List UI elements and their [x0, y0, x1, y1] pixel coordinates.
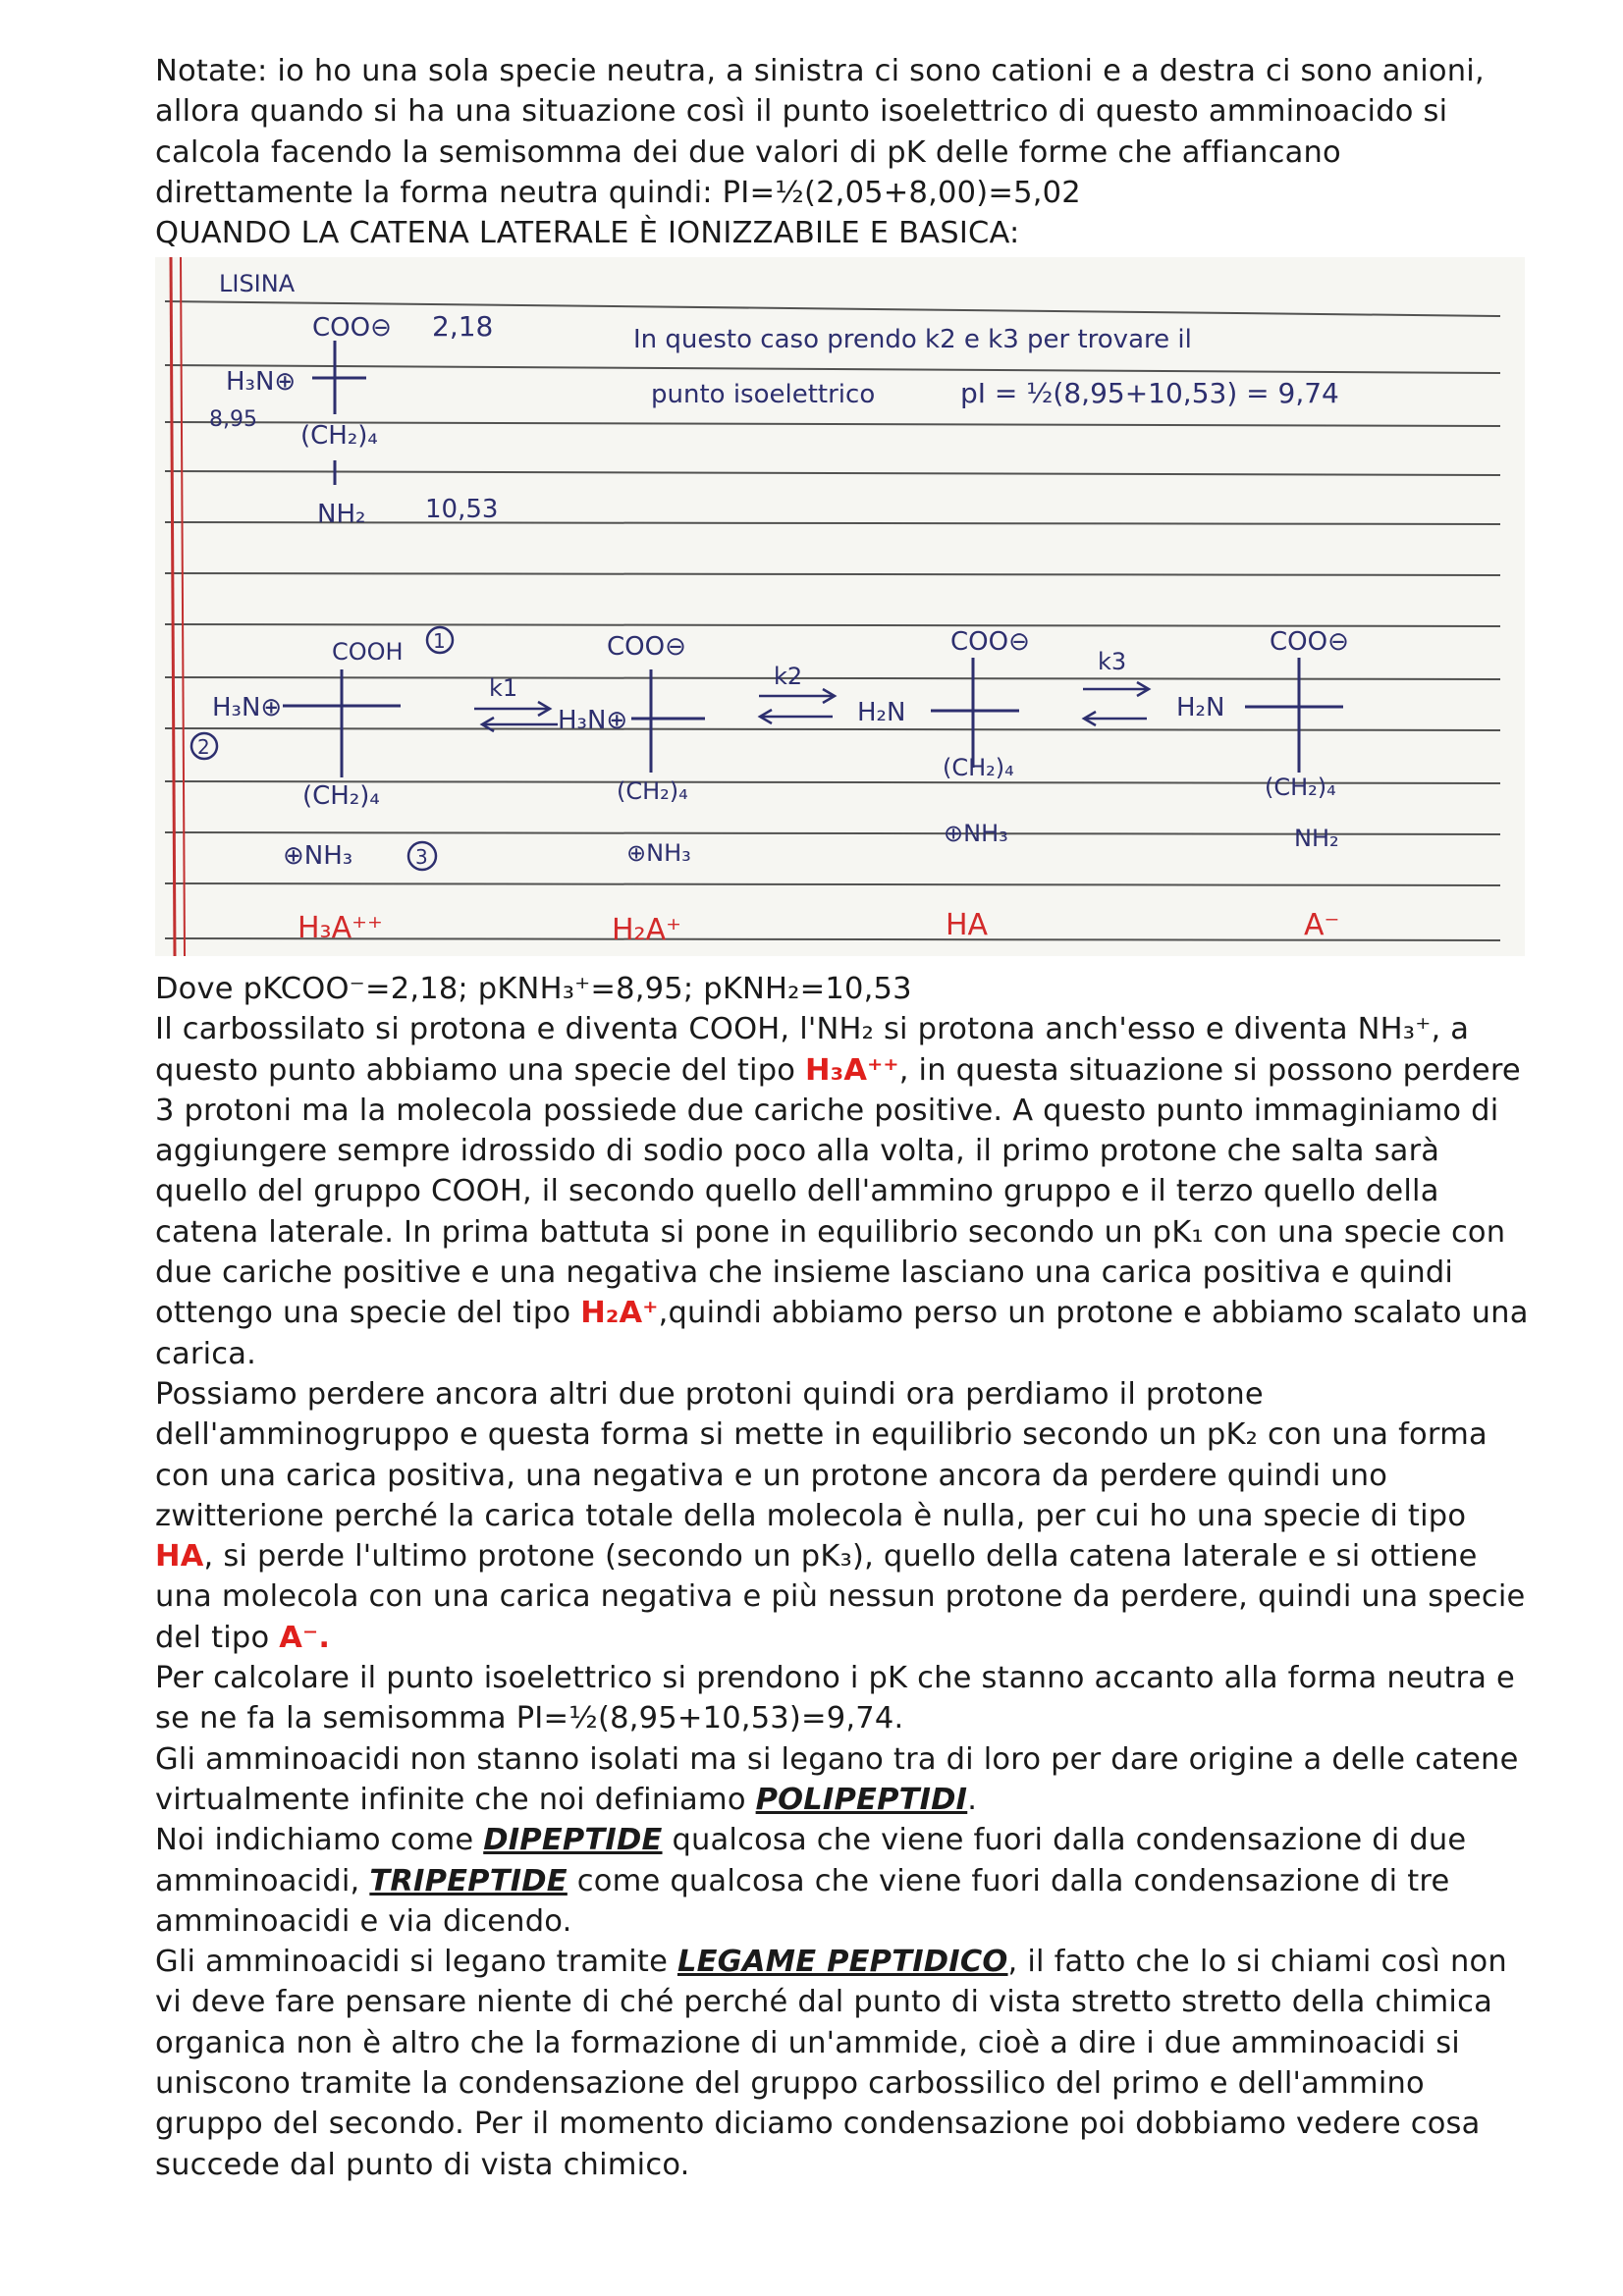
- ch2-chain: (CH₂)₄: [300, 421, 378, 451]
- h3n-group: H₃N⊕: [212, 693, 283, 722]
- coo-group: COO⊖: [1270, 627, 1349, 657]
- text-span: , in questa situazione si possono perdere 3 protoni ma la molecola possiede due cariche positive. A questo punto immaginiamo di aggiungere sempre idrossido di sodio poco alla volta, il primo protone che salta sarà quello del gruppo COOH, il secondo quello dell'ammino gruppo e il terzo quello della catena laterale. In prima battuta si pone in equilibrio secondo un pK₁ con una specie con due cariche positive e una negativa che insieme lasciano una carica positiva e quindi ottengo una specie del tipo: [155, 1052, 1521, 1331]
- nh3-group: ⊕NH₃: [944, 820, 1008, 847]
- coo-group: COO⊖: [950, 627, 1030, 657]
- intro-paragraph: Notate: io ho una sola specie neutra, a sinistra ci sono cationi e a destra ci sono anioni, allora quando si ha una situazione così il punto isoelettrico di questo amminoacido si calcola facendo la semisomma dei due valori di pK delle forme che affiancano direttamente la forma neutra quindi: PI=½(2,05+8,00)=5,02: [155, 54, 1485, 210]
- text-span: qualcosa che viene fuori dalla condensazione di due amminoacidi,: [155, 1823, 1467, 1898]
- nh2-group: NH₂: [1294, 825, 1339, 852]
- handwritten-lysine-figure: [155, 257, 1525, 956]
- body-paragraph: Per calcolare il punto isoelettrico si prendono i pK che stanno accanto alla forma neutra e se ne fa la semisomma PI=½(8,95+10,53)=9,74.: [155, 1661, 1516, 1736]
- term-legame-peptidico: LEGAME PEPTIDICO: [676, 1945, 1008, 1980]
- species-h3a: H₃A⁺⁺: [298, 911, 383, 945]
- intro-text: [155, 51, 1530, 253]
- circle-3-label: 3: [415, 845, 428, 869]
- species-a-highlight: A⁻.: [279, 1620, 331, 1655]
- species-ha-highlight: HA: [155, 1539, 204, 1575]
- body-paragraph: [155, 1820, 1530, 1942]
- nh3-group: ⊕NH₃: [283, 841, 353, 871]
- pk-coo-label: 2,18: [432, 310, 494, 343]
- circle-1-label: 1: [433, 629, 446, 653]
- ch2-chain: (CH₂)₄: [302, 781, 380, 811]
- note-line-2: punto isoelettrico: [651, 380, 876, 409]
- term-polipeptidi: POLIPEPTIDI: [755, 1782, 968, 1817]
- ch2-chain: (CH₂)₄: [1265, 774, 1336, 801]
- text-span: Noi indichiamo come: [155, 1823, 484, 1858]
- h3n-group: H₃N⊕: [226, 367, 297, 397]
- species-a: A⁻: [1304, 908, 1340, 942]
- text-span: , il fatto che lo si chiami così non vi deve fare pensare niente di ché perché dal punto di vista stretto stretto della chimica organica non è altro che la formazione di un'ammide, cioè a dire i due amminoacidi si uniscono tramite la condensazione del gruppo carbossilico del primo e dell'ammino gruppo del secondo. Per il momento diciamo condensazione poi dobbiamo vedere cosa succede dal punto di vista chimico.: [155, 1945, 1507, 2182]
- circle-2-label: 2: [197, 735, 210, 759]
- text-span: come qualcosa che viene fuori dalla condensazione di tre amminoacidi e via dicendo.: [155, 1863, 1450, 1939]
- h2n-group: H₂N: [857, 698, 906, 727]
- cooh-group: COOH: [332, 638, 404, 666]
- pk-values-line: Dove pKCOO⁻=2,18; pKNH₃⁺=8,95; pKNH₂=10,53: [155, 972, 912, 1006]
- ch2-chain: (CH₂)₄: [617, 777, 688, 805]
- body-paragraph: [155, 1374, 1530, 1658]
- term-tripeptide: TRIPEPTIDE: [369, 1863, 568, 1898]
- coo-group: COO⊖: [607, 632, 686, 662]
- note-formula: pI = ½(8,95+10,53) = 9,74: [960, 377, 1339, 409]
- text-span: Il carbossilato si protona e diventa COOH, l'NH₂ si protona anch'esso e diventa NH₃⁺, a questo punto abbiamo una specie del tipo: [155, 1012, 1470, 1088]
- nh3-group: ⊕NH₃: [626, 839, 691, 867]
- body-paragraph: [155, 1009, 1530, 1374]
- species-h3a-highlight: H₃A⁺⁺: [805, 1052, 899, 1088]
- text-span: .: [967, 1782, 978, 1817]
- text-span: Possiamo perdere ancora altri due protoni quindi ora perdiamo il protone dell'amminogruppo e questa forma si mette in equilibrio secondo un pK₂ con una forma con una carica positiva, una negativa e un protone ancora da perdere quindi uno zwitterione perché la carica totale della molecola è nulla, per cui ho una specie di tipo: [155, 1376, 1488, 1533]
- k2-label: k2: [774, 663, 803, 690]
- body-text: [155, 969, 1530, 2185]
- text-span: Gli amminoacidi si legano tramite: [155, 1945, 677, 1980]
- term-dipeptide: DIPEPTIDE: [483, 1823, 663, 1858]
- species-h2a-highlight: H₂A⁺: [580, 1296, 659, 1331]
- species-h2a: H₂A⁺: [612, 913, 681, 947]
- h2n-group: H₂N: [1176, 693, 1225, 722]
- h3n-group: H₃N⊕: [558, 706, 628, 735]
- text-span: Gli amminoacidi non stanno isolati ma si legano tra di loro per dare origine a delle catene virtualmente infinite che noi definiamo: [155, 1741, 1519, 1817]
- nh2-group: NH₂: [317, 500, 366, 529]
- pk-nh2-label: 10,53: [425, 495, 499, 524]
- figure-title: LISINA: [219, 270, 296, 297]
- k1-label: k1: [489, 674, 518, 702]
- k3-label: k3: [1098, 648, 1127, 675]
- coo-group: COO⊖: [312, 313, 392, 343]
- species-ha: HA: [946, 908, 989, 942]
- note-line-1: In questo caso prendo k2 e k3 per trovare il: [633, 325, 1192, 354]
- text-span: , si perde l'ultimo protone (secondo un pK₃), quello della catena laterale e si ottiene una molecola con una carica negativa e più nessun protone da perdere, quindi una specie del tipo: [155, 1539, 1526, 1655]
- body-paragraph: [155, 1739, 1530, 1821]
- body-paragraph: [155, 1942, 1530, 2185]
- ch2-chain: (CH₂)₄: [943, 754, 1014, 781]
- pk-nh3-label: 8,95: [209, 407, 257, 432]
- text-span: ,quindi abbiamo perso un protone e abbiamo scalato una carica.: [155, 1296, 1529, 1371]
- section-heading: QUANDO LA CATENA LATERALE È IONIZZABILE E BASICA:: [155, 216, 1020, 251]
